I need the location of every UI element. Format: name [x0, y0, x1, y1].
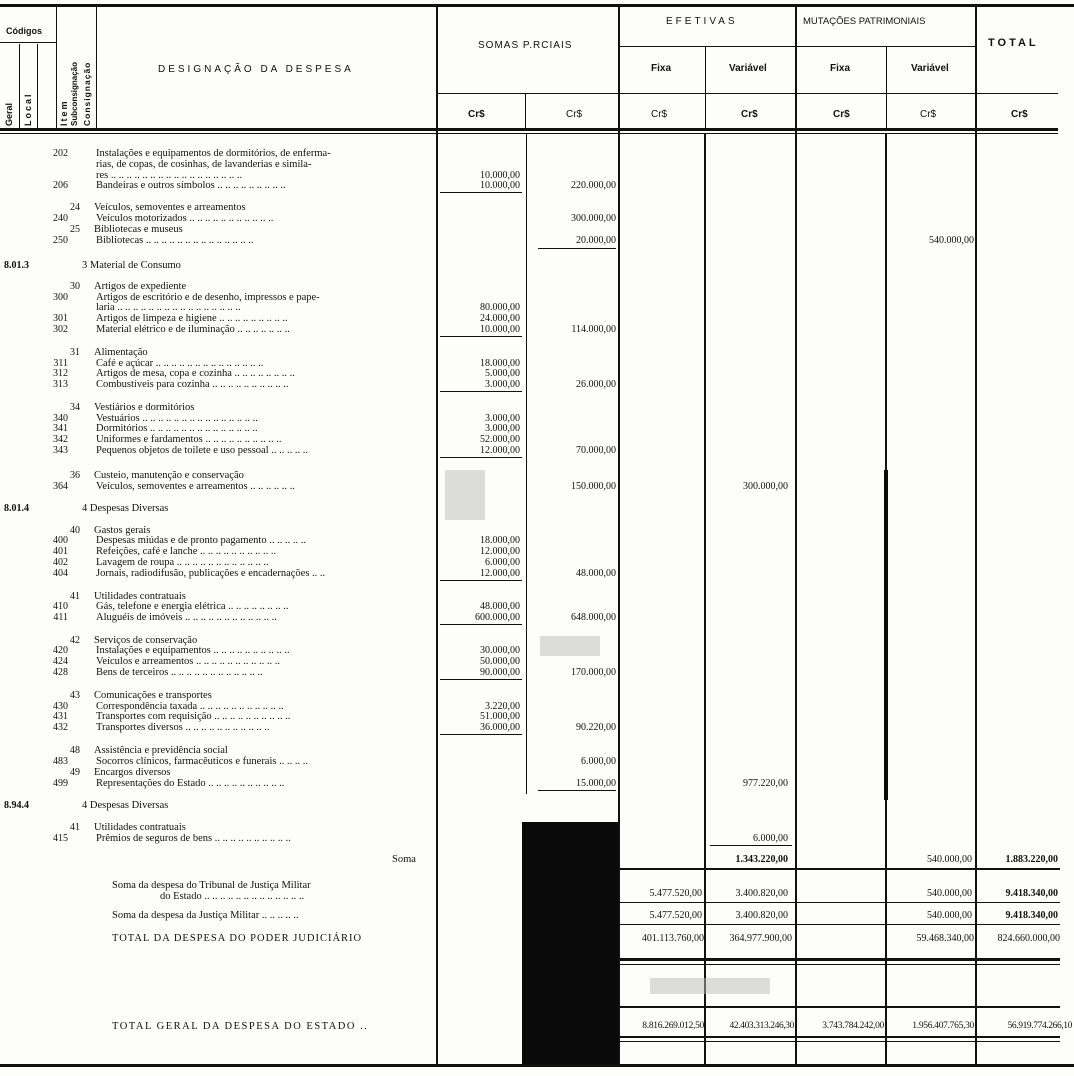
parcial-value: 10.000,00 — [480, 324, 520, 335]
item-code: 415 — [53, 833, 68, 844]
consignacao-code: 41 — [70, 591, 80, 602]
total-geral-underline-1 — [620, 1036, 1060, 1038]
total-judiciario-total: 824.660.000,00 — [997, 933, 1060, 944]
codes-header-line — [0, 42, 56, 43]
col-line-fixa — [705, 46, 706, 130]
efetiva-variavel-value: 300.000,00 — [743, 481, 788, 492]
somas-parciais-value: 20.000,00 — [576, 235, 616, 246]
parcial-value: 5.000,00 — [485, 368, 520, 379]
soma-underline — [620, 868, 1060, 870]
efetivas-fixa-header: Fixa — [651, 63, 672, 74]
expense-description: Café e açúcar .. .. .. .. .. .. .. .. .. .. .. .. .. .. — [96, 358, 264, 369]
parcial-value: 24.000,00 — [480, 313, 520, 324]
expense-description: Uniformes e fardamentos .. .. .. .. .. .. .. .. .. .. — [96, 434, 282, 445]
item-code: 312 — [53, 368, 68, 379]
parcial-value: 50.000,00 — [480, 656, 520, 667]
parcial-value: 10.000,00 — [480, 180, 520, 191]
item-code: 364 — [53, 481, 68, 492]
col-line-parcial — [525, 94, 526, 130]
section-title: 3 Material de Consumo — [82, 260, 181, 271]
header-bottom-border — [0, 128, 1058, 131]
expense-description: Jornais, radiodifusão, publicações e encadernações .. .. — [96, 568, 326, 579]
item-code: 340 — [53, 413, 68, 424]
expense-description: rias, de copas, de cosinhas, de lavanderias e simila- — [96, 159, 312, 170]
consignacao-code: 24 — [70, 202, 80, 213]
expense-description: Artigos de mesa, copa e cozinha .. .. .. .. .. .. .. .. — [96, 368, 295, 379]
currency-efetiva-variavel: Cr$ — [741, 109, 758, 120]
item-code: 401 — [53, 546, 68, 557]
consignacao-code: 34 — [70, 402, 80, 413]
efetivas-header: EFETIVAS — [666, 16, 738, 27]
expense-description: Socorros clínicos, farmacêuticos e funerais .. .. .. .. — [96, 756, 308, 767]
underline-parcial-428 — [440, 679, 522, 680]
soma-justica-total: 9.418.340,00 — [1005, 910, 1058, 921]
item-code: 411 — [53, 612, 68, 623]
item-code: 250 — [53, 235, 68, 246]
parcial-value: 52.000,00 — [480, 434, 520, 445]
parcial-value: 3.000,00 — [485, 423, 520, 434]
parcial-value: 90.000,00 — [480, 667, 520, 678]
total-header: TOTAL — [988, 37, 1039, 49]
expense-description: Veículos e arreamentos .. .. .. .. .. .. .. .. .. .. .. — [96, 656, 281, 667]
item-code: 499 — [53, 778, 68, 789]
consignacao-code: 42 — [70, 635, 80, 646]
somas-parciais-value: 220.000,00 — [571, 180, 616, 191]
item-code: 313 — [53, 379, 68, 390]
expense-description: Pequenos objetos de toilete e uso pessoal .. .. .. .. .. — [96, 445, 309, 456]
group-title: Encargos diversos — [94, 767, 171, 778]
group-title: Gastos gerais — [94, 525, 151, 536]
item-code: 428 — [53, 667, 68, 678]
parcial-value: 18.000,00 — [480, 358, 520, 369]
total-judiciario-underline-2 — [620, 964, 1060, 965]
group-title: Artigos de expediente — [94, 281, 187, 292]
total-judiciario-underline-3 — [620, 1006, 1060, 1008]
soma-mutacao-variavel: 540.000,00 — [927, 854, 972, 865]
group-title: Veículos, semoventes e arreamentos — [94, 202, 246, 213]
total-geral-mutacao-fixa: 3.743.784.242,00 — [822, 1021, 884, 1031]
currency-parcial-1: Cr$ — [468, 109, 485, 120]
group-title: Assistência e previdência social — [94, 745, 228, 756]
soma-justica-mutacao-variavel: 540.000,00 — [927, 910, 972, 921]
expense-description: Bandeiras e outros símbolos .. .. .. .. .. .. .. .. .. — [96, 180, 286, 191]
consignacao-code: 36 — [70, 470, 80, 481]
parcial-value: 3.220,00 — [485, 701, 520, 712]
underline-somas-499 — [538, 790, 616, 791]
item-code: 410 — [53, 601, 68, 612]
soma-tribunal-label-1: Soma da despesa do Tribunal de Justiça Militar — [112, 880, 311, 891]
total-judiciario-efetiva-variavel: 364.977.900,00 — [729, 933, 792, 944]
soma-justica-label: Soma da despesa da Justiça Militar .. .. .. .. .. — [112, 910, 299, 921]
somas-parciais-value: 70.000,00 — [576, 445, 616, 456]
col-line-geral — [19, 44, 20, 130]
underline-parcial-432 — [440, 734, 522, 735]
expense-description: Transportes diversos .. .. .. .. .. .. .. .. .. .. .. — [96, 722, 270, 733]
expense-description: Despesas miúdas e de pronto pagamento .. .. .. .. .. — [96, 535, 306, 546]
soma-tribunal-label-2: do Estado .. .. .. .. .. .. .. .. .. .. .. .. .. — [160, 891, 305, 902]
parcial-value: 18.000,00 — [480, 535, 520, 546]
total-judiciario-efetiva-fixa: 401.113.760,00 — [641, 933, 704, 944]
parcial-value: 51.000,00 — [480, 711, 520, 722]
consignacao-code: 25 — [70, 224, 80, 235]
local-header: Local — [23, 92, 33, 126]
soma-justica-efetiva-variavel: 3.400.820,00 — [735, 910, 788, 921]
expense-description: Instalações e equipamentos de dormitórios, de enferma- — [96, 148, 331, 159]
parcial-value: 6.000,00 — [485, 557, 520, 568]
parcial-value: 12.000,00 — [480, 546, 520, 557]
item-code: 431 — [53, 711, 68, 722]
expense-description: Bibliotecas .. .. .. .. .. .. .. .. .. .. .. .. .. .. — [96, 235, 254, 246]
col-line-consig — [96, 6, 97, 130]
col-line-local — [37, 44, 38, 130]
somas-parciais-value: 15.000,00 — [576, 778, 616, 789]
item-header: Item — [59, 99, 69, 126]
parcial-value: 80.000,00 — [480, 302, 520, 313]
consignacao-code: 40 — [70, 525, 80, 536]
consignacao-code: 30 — [70, 281, 80, 292]
col-line-somas — [618, 6, 620, 1064]
subconsignacao-header: Subconsignação — [70, 61, 79, 126]
parcial-value: 30.000,00 — [480, 645, 520, 656]
soma-efetiva-variavel: 1.343.220,00 — [735, 854, 788, 865]
item-code: 343 — [53, 445, 68, 456]
item-code: 483 — [53, 756, 68, 767]
item-code: 302 — [53, 324, 68, 335]
item-code: 300 — [53, 292, 68, 303]
currency-efetiva-fixa: Cr$ — [651, 109, 668, 120]
parcial-value: 3.000,00 — [485, 413, 520, 424]
total-judiciario-underline-1 — [620, 958, 1060, 961]
expense-description: Lavagem de roupa .. .. .. .. .. .. .. .. .. .. .. .. — [96, 557, 269, 568]
geral-header: Geral — [4, 102, 14, 126]
group-title: Serviços de conservação — [94, 635, 198, 646]
header-subgroup-line — [620, 46, 976, 47]
expense-description: Veículos, semoventes e arreamentos .. .. .. .. .. .. — [96, 481, 295, 492]
somas-parciais-value: 300.000,00 — [571, 213, 616, 224]
group-title: Vestiários e dormitórios — [94, 402, 195, 413]
underline-parcial-343 — [440, 457, 522, 458]
total-geral-efetiva-variavel: 42.403.313.246,30 — [729, 1021, 794, 1031]
somas-parciais-value: 648.000,00 — [571, 612, 616, 623]
col-line-efetivas — [795, 6, 797, 1064]
section-title: 4 Despesas Diversas — [82, 503, 169, 514]
underline-parcial-411 — [440, 624, 522, 625]
expense-description: Veículos motorizados .. .. .. .. .. .. .. .. .. .. .. — [96, 213, 274, 224]
somas-parciais-value: 6.000,00 — [581, 756, 616, 767]
parcial-value: 48.000,00 — [480, 601, 520, 612]
mutacao-variavel-value: 540.000,00 — [929, 235, 974, 246]
total-geral-efetiva-fixa: 8.816.269.012,50 — [642, 1021, 704, 1031]
consignacao-code: 48 — [70, 745, 80, 756]
header-currency-line — [436, 93, 1058, 94]
somas-parciais-value: 90.220,00 — [576, 722, 616, 733]
underline-parcial-313 — [440, 391, 522, 392]
item-code: 420 — [53, 645, 68, 656]
efetiva-variavel-value: 6.000,00 — [753, 833, 788, 844]
somas-parciais-value: 114.000,00 — [571, 324, 616, 335]
item-code: 400 — [53, 535, 68, 546]
soma-tribunal-efetiva-fixa: 5.477.520,00 — [649, 888, 702, 899]
paper-speck — [445, 470, 485, 520]
group-title: Utilidades contratuais — [94, 591, 186, 602]
expense-description: Prêmios de seguros de bens .. .. .. .. .. .. .. .. .. .. — [96, 833, 291, 844]
item-code: 424 — [53, 656, 68, 667]
somas-parciais-header: SOMAS P.RCIAIS — [478, 40, 573, 51]
total-geral-mutacao-variavel: 1.956.407.765,30 — [912, 1021, 974, 1031]
somas-parciais-value: 150.000,00 — [571, 481, 616, 492]
efetivas-variavel-header: Variável — [729, 63, 767, 74]
group-title: Comunicações e transportes — [94, 690, 212, 701]
mutacoes-fixa-header: Fixa — [830, 63, 851, 74]
header-bottom-border-2 — [0, 133, 1058, 134]
soma-label: Soma — [392, 854, 416, 865]
col-line-codes — [56, 6, 57, 130]
expense-description: Correspondência taxada .. .. .. .. .. .. .. .. .. .. .. — [96, 701, 284, 712]
underline-parcial-206 — [440, 192, 522, 193]
soma-tribunal-mutacao-variavel: 540.000,00 — [927, 888, 972, 899]
item-code: 206 — [53, 180, 68, 191]
total-judiciario-mutacao-variavel: 59.468.340,00 — [916, 933, 974, 944]
section-code: 8.01.3 — [4, 260, 29, 271]
underline-parcial-404 — [440, 580, 522, 581]
consignacao-header: Consignação — [82, 61, 92, 126]
consignacao-code: 31 — [70, 347, 80, 358]
total-geral-total: 56.919.774.266,10 — [1007, 1021, 1072, 1031]
soma-tribunal-total: 9.418.340,00 — [1005, 888, 1058, 899]
consignacao-code: 43 — [70, 690, 80, 701]
expense-description: Combustíveis para cozinha .. .. .. .. .. .. .. .. .. .. — [96, 379, 289, 390]
soma-total: 1.883.220,00 — [1005, 854, 1058, 865]
somas-parciais-value: 48.000,00 — [576, 568, 616, 579]
consignacao-code: 49 — [70, 767, 80, 778]
currency-parcial-2: Cr$ — [566, 109, 583, 120]
consignacao-code: 41 — [70, 822, 80, 833]
item-code: 311 — [53, 358, 68, 369]
section-code: 8.94.4 — [4, 800, 29, 811]
item-code: 240 — [53, 213, 68, 224]
bottom-border — [0, 1064, 1074, 1067]
col-line-mutacoes — [975, 6, 977, 1064]
underline-somas-250 — [538, 248, 616, 249]
item-code: 202 — [53, 148, 68, 159]
expense-description: Material elétrico e de iluminação .. .. .. .. .. .. .. — [96, 324, 290, 335]
currency-mutacao-variavel: Cr$ — [920, 109, 937, 120]
currency-mutacao-fixa: Cr$ — [833, 109, 850, 120]
expense-description: Instalações e equipamentos .. .. .. .. .. .. .. .. .. .. — [96, 645, 290, 656]
somas-parciais-value: 26.000,00 — [576, 379, 616, 390]
parcial-value: 3.000,00 — [485, 379, 520, 390]
group-title: Utilidades contratuais — [94, 822, 186, 833]
item-code: 402 — [53, 557, 68, 568]
expense-description: laria .. .. .. .. .. .. .. .. .. .. .. .. .. .. .. .. — [96, 302, 241, 313]
parcial-value: 10.000,00 — [480, 170, 520, 181]
item-code: 342 — [53, 434, 68, 445]
section-title: 4 Despesas Diversas — [82, 800, 169, 811]
efetiva-variavel-value: 977.220,00 — [743, 778, 788, 789]
body-rule-parcial — [526, 134, 527, 794]
item-code: 341 — [53, 423, 68, 434]
group-title: Custeio, manutenção e conservação — [94, 470, 244, 481]
parcial-value: 12.000,00 — [480, 568, 520, 579]
codigos-header: Códigos — [6, 26, 42, 36]
expense-description: Bens de terceiros .. .. .. .. .. .. .. .. .. .. .. .. — [96, 667, 263, 678]
total-geral-label: TOTAL GERAL DA DESPESA DO ESTADO .. — [112, 1021, 369, 1032]
parcial-value: 36.000,00 — [480, 722, 520, 733]
soma-tribunal-efetiva-variavel: 3.400.820,00 — [735, 888, 788, 899]
item-code: 430 — [53, 701, 68, 712]
item-code: 432 — [53, 722, 68, 733]
expense-description: Dormitórios .. .. .. .. .. .. .. .. .. .. .. .. .. .. — [96, 423, 258, 434]
mutacoes-header: MUTAÇÕES PATRIMONIAIS — [803, 16, 926, 27]
section-code: 8.01.4 — [4, 503, 29, 514]
soma-tribunal-underline — [620, 902, 1060, 903]
expense-description: Refeições, café e lanche .. .. .. .. .. .. .. .. .. .. — [96, 546, 277, 557]
col-line-mut-fixa — [886, 46, 887, 130]
paper-speck — [650, 978, 770, 994]
total-judiciario-label: TOTAL DA DESPESA DO PODER JUDICIÁRIO — [112, 933, 363, 944]
expense-description: Artigos de escritório e de desenho, impressos e pape- — [96, 292, 320, 303]
underline-efetivas-415 — [710, 845, 792, 846]
expense-description: Transportes com requisição .. .. .. .. .. .. .. .. .. .. — [96, 711, 291, 722]
group-title: Bibliotecas e museus — [94, 224, 183, 235]
soma-justica-underline — [620, 924, 1060, 925]
item-code: 404 — [53, 568, 68, 579]
paper-speck — [540, 636, 600, 656]
mutacoes-variavel-header: Variável — [911, 63, 949, 74]
expense-description: res .. .. .. .. .. .. .. .. .. .. .. .. .. .. .. .. .. — [96, 170, 243, 181]
redacted-block-mutacoes — [884, 470, 888, 800]
underline-parcial-302 — [440, 336, 522, 337]
redacted-block-somas — [522, 822, 618, 1064]
expense-description: Aluguéis de imóveis .. .. .. .. .. .. .. .. .. .. .. .. — [96, 612, 277, 623]
group-title: Alimentação — [94, 347, 148, 358]
expense-description: Artigos de limpeza e higiene .. .. .. .. .. .. .. .. .. — [96, 313, 288, 324]
total-geral-underline-2 — [620, 1041, 1060, 1042]
somas-parciais-value: 170.000,00 — [571, 667, 616, 678]
currency-total: Cr$ — [1011, 109, 1028, 120]
soma-justica-efetiva-fixa: 5.477.520,00 — [649, 910, 702, 921]
expense-description: Gás, telefone e energia elétrica .. .. .. .. .. .. .. .. — [96, 601, 289, 612]
expense-description: Vestuários .. .. .. .. .. .. .. .. .. .. .. .. .. .. .. — [96, 413, 258, 424]
item-code: 301 — [53, 313, 68, 324]
parcial-value: 600.000,00 — [475, 612, 520, 623]
designacao-header: DESIGNAÇÃO DA DESPESA — [158, 64, 354, 75]
top-border — [0, 4, 1074, 7]
expense-description: Representações do Estado .. .. .. .. .. .. .. .. .. .. — [96, 778, 285, 789]
parcial-value: 12.000,00 — [480, 445, 520, 456]
